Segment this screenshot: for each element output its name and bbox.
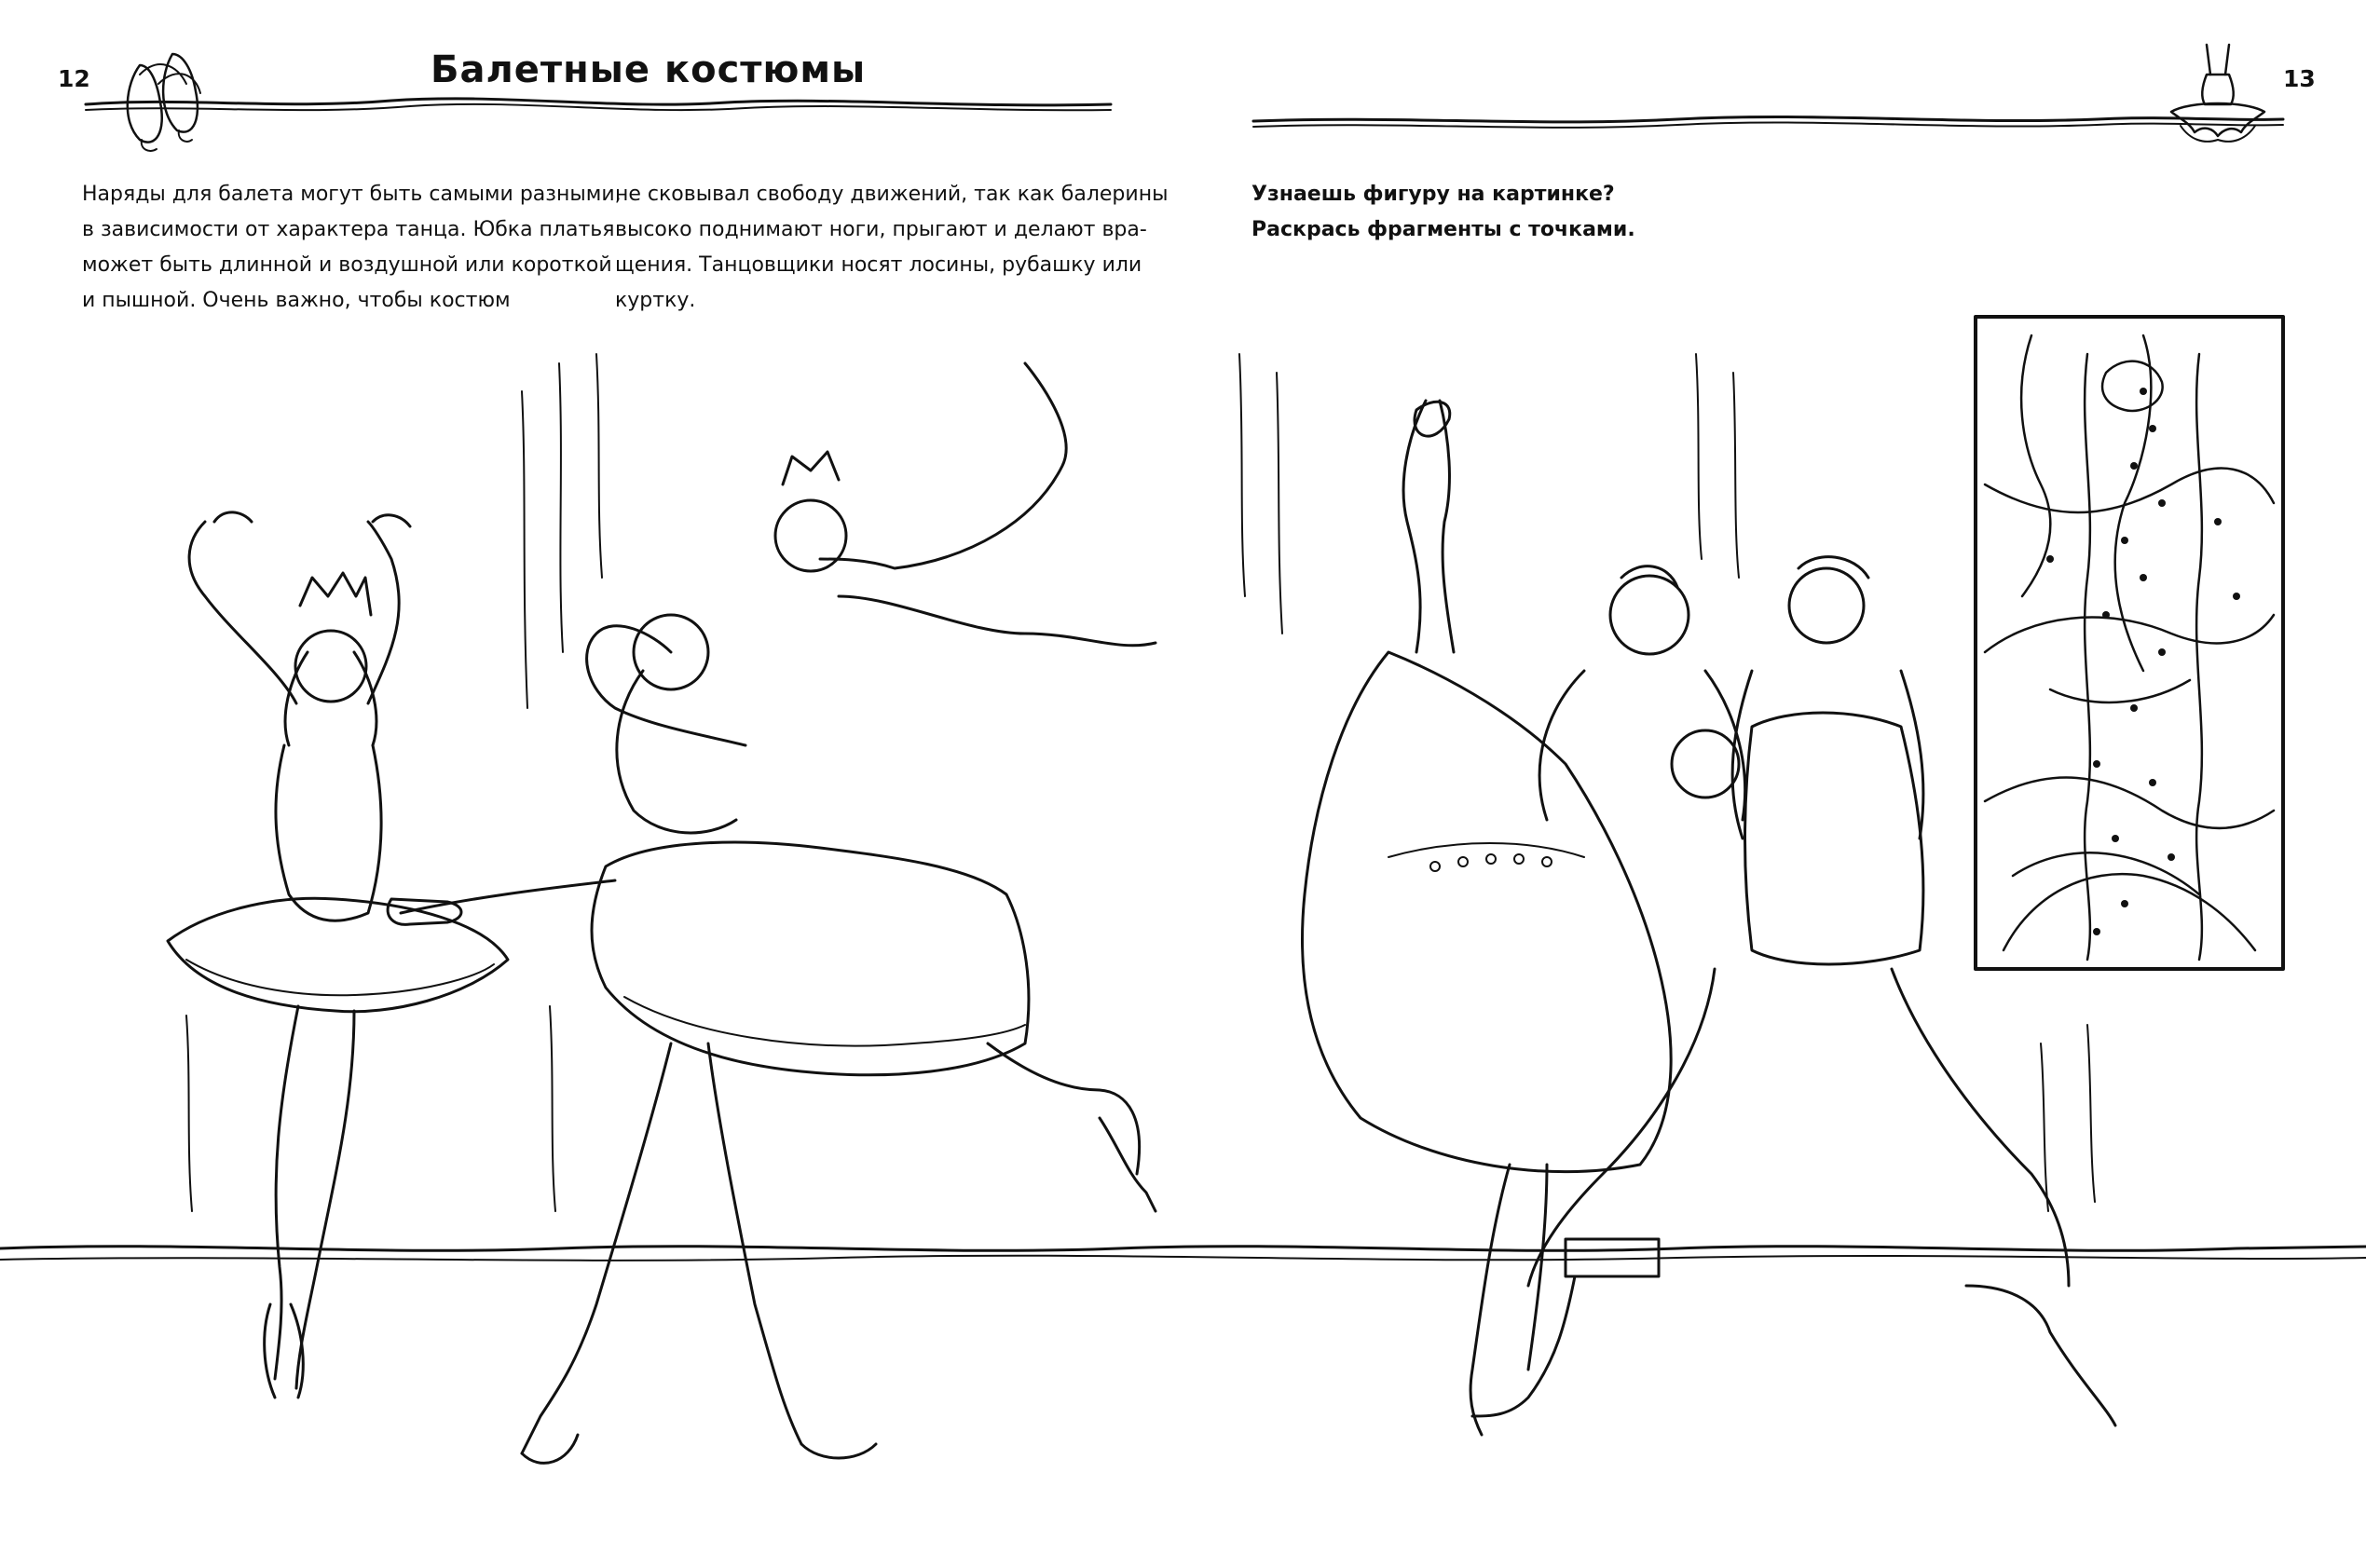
- curtain-folds: [186, 354, 2095, 1211]
- instruction-line: Раскрась фрагменты с точками.: [1251, 218, 1635, 241]
- page-number-right: 13: [2283, 65, 2316, 92]
- page-number-left: 12: [58, 65, 90, 92]
- text-line: высоко поднимают ноги, прыгают и делают вра-: [615, 218, 1147, 241]
- text-line: в зависимости от характера танца. Юбка платья: [82, 218, 615, 241]
- stained-glass-panel: [1976, 317, 2283, 969]
- instruction-line: Узнаешь фигуру на картинке?: [1251, 183, 1615, 206]
- dancing-pair-center: [388, 363, 1156, 1463]
- ballerina-left-figure: [168, 512, 508, 1398]
- tutu-icon: [2171, 45, 2264, 142]
- text-line: щения. Танцовщики носят лосины, рубашку или: [615, 253, 1142, 277]
- text-line: и пышной. Очень важно, чтобы костюм: [82, 289, 511, 312]
- page-title: Балетные костюмы: [431, 48, 867, 91]
- header-wave-left: [86, 99, 1111, 105]
- text-line: может быть длинной и воздушной или короткой: [82, 253, 612, 277]
- dancing-pair-right: [1303, 401, 2116, 1435]
- text-line: не сковывал свободу движений, так как балерины: [615, 183, 1169, 206]
- header-wave-right: [1253, 116, 2283, 121]
- stage-floor: [0, 1247, 2366, 1251]
- text-line: куртку.: [615, 289, 696, 312]
- text-line: Наряды для балета могут быть самыми разными,: [82, 183, 622, 206]
